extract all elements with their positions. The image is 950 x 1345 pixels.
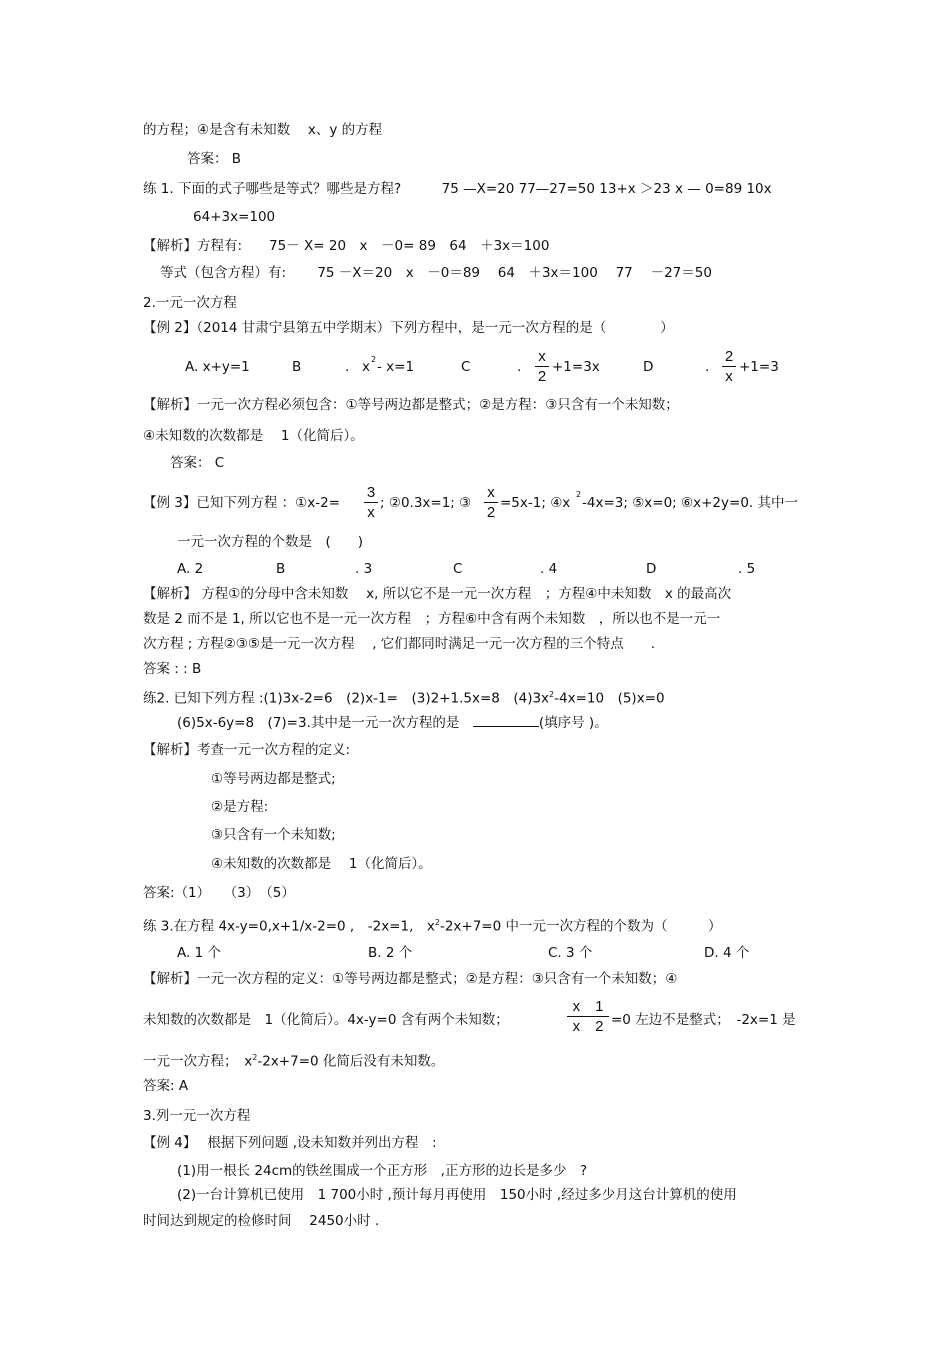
- text-line: -4x=3; ⑤x=0; ⑥x+2y=0. 其中一: [582, 495, 798, 511]
- text-line: (2)一台计算机已使用 1 700小时 ,预计每月再使用 150小时 ,经过多少月这台计算机的使用: [177, 1187, 737, 1203]
- denominator: x: [725, 368, 733, 385]
- answer-line: 答案： B: [187, 151, 242, 167]
- superscript: 2: [252, 1053, 258, 1062]
- option-b-dot: .: [345, 359, 350, 375]
- fraction: [722, 348, 736, 385]
- text-segment: (6)5x-6y=8 (7)=3.其中是一元一次方程的是: [177, 715, 473, 731]
- option-d-value: . 5: [738, 561, 756, 577]
- text-line: 未知数的次数都是 1（化简后）。4x-y=0 含有两个未知数；: [143, 1012, 509, 1028]
- superscript: 2: [371, 355, 377, 364]
- analysis-line: 【解析】方程有: 75－ X= 20 x －0= 89 64 ＋3x＝100: [143, 238, 550, 254]
- text-segment: (填序号 )。: [538, 715, 608, 731]
- superscript: 2: [434, 918, 440, 927]
- text-line: (1)用一根长 24cm的铁丝围成一个正方形 ,正方形的边长是多少 ?: [177, 1163, 588, 1179]
- exercise-2: [143, 686, 665, 708]
- text-line: 时间达到规定的检修时间 2450小时 .: [143, 1213, 380, 1229]
- text-segment: 练 3.在方程 4x-y=0,x+1/x-2=0 , -2x=1, x: [143, 918, 435, 935]
- option-b-value: . 3: [355, 561, 373, 577]
- option-d-rest: +1=3: [739, 359, 779, 375]
- text-segment: -2x+7=0 化简后没有未知数。: [257, 1053, 445, 1070]
- list-item: ③只含有一个未知数;: [211, 827, 336, 843]
- example-2: 【例 2】（2014 甘肃宁县第五中学期末）下列方程中，是一元一次方程的是（ ）: [143, 320, 674, 336]
- text-line: 次方程 ; 方程②③⑤是一元一次方程 , 它们都同时满足一元一次方程的三个特点 .: [143, 636, 656, 652]
- option-d-label: D: [646, 561, 657, 577]
- analysis-line: 【解析】 方程①的分母中含未知数 x, 所以它不是一元一次方程 ；方程④中未知数 x 的最高次: [143, 586, 732, 602]
- fraction: [535, 348, 549, 385]
- option-c-label: C: [453, 561, 463, 577]
- numerator: 2: [724, 348, 734, 365]
- text-line: =5x-1; ④x: [500, 495, 571, 511]
- text-segment: 一元一次方程； x: [143, 1053, 253, 1070]
- option-b: B. 2 个: [368, 945, 413, 961]
- denominator: x 2: [572, 1018, 604, 1035]
- text-line: 数是 2 而不是 1, 所以它也不是一元一次方程 ；方程⑥中含有两个未知数 ，所以也不是一元一: [143, 611, 721, 627]
- fraction: [567, 998, 609, 1035]
- text-line: 64+3x=100: [193, 209, 276, 225]
- option-c-value: . 4: [540, 561, 558, 577]
- list-item: ①等号两边都是整式;: [211, 771, 336, 787]
- text-line: 的方程；④是含有未知数 x、y 的方程: [143, 122, 383, 138]
- option-a: A. 1 个: [177, 945, 221, 961]
- text-line: =0 左边不是整式； -2x=1 是: [611, 1012, 796, 1028]
- fraction: [364, 484, 378, 521]
- option-c-dot: .: [517, 359, 522, 375]
- text-segment: 练2. 已知下列方程 :(1)3x-2=6 (2)x-1= (3)2+1.5x=8 (4)3x: [143, 690, 550, 707]
- option-b-rest: - x=1: [377, 359, 415, 375]
- section-heading: 3.列一元一次方程: [143, 1108, 251, 1124]
- example-3: 【例 3】已知下列方程 ：①x-2=: [143, 495, 341, 511]
- option-c-rest: +1=3x: [552, 359, 600, 375]
- analysis-line: 【解析】一元一次方程的定义：①等号两边都是整式；②是方程：③只含有一个未知数；④: [143, 971, 678, 987]
- text-segment: -4x=10 (5)x=0: [554, 690, 665, 707]
- numerator: x: [538, 348, 546, 365]
- section-heading: 2.一元一次方程: [143, 295, 237, 311]
- fraction: [484, 484, 498, 521]
- option-d: D. 4 个: [704, 945, 750, 961]
- answer-line: 答案: A: [143, 1078, 189, 1094]
- superscript: 2: [549, 690, 555, 699]
- text-line: ; ②0.3x=1; ③: [380, 495, 472, 511]
- option-d-label: D: [643, 359, 654, 375]
- option-d-dot: .: [705, 359, 710, 375]
- option-c: C. 3 个: [548, 945, 593, 961]
- denominator: 2: [486, 504, 496, 521]
- superscript: 2: [576, 490, 582, 499]
- exercise-1: 练 1. 下面的式子哪些是等式？哪些是方程? 75 —X=20 77—27=50 13+x ＞23 x — 0=89 10x: [143, 181, 772, 197]
- text-line: [143, 1049, 444, 1071]
- option-b-label: B: [292, 359, 302, 375]
- numerator: x 1: [572, 998, 604, 1015]
- numerator: x: [487, 484, 495, 501]
- answer-line: 答案 : : B: [143, 661, 202, 677]
- option-c-label: C: [461, 359, 471, 375]
- answer-line: 答案:（1） （3） （5）: [143, 885, 295, 901]
- list-item: ④未知数的次数都是 1（化简后）。: [211, 856, 432, 872]
- denominator: 2: [537, 368, 547, 385]
- answer-blank: [473, 714, 539, 727]
- text-line: 等式（包含方程）有: 75 －X＝20 x －0＝89 64 ＋3x＝100 77 －27＝50: [160, 265, 712, 281]
- option-a: A. 2: [177, 561, 204, 577]
- analysis-line: 【解析】考查一元一次方程的定义:: [143, 742, 351, 758]
- option-b-var: x: [362, 359, 370, 375]
- exercise-3: [143, 914, 722, 936]
- text-line: ④未知数的次数都是 1（化简后）。: [143, 428, 364, 444]
- denominator: x: [367, 504, 375, 521]
- option-b-label: B: [276, 561, 286, 577]
- answer-line: 答案： C: [170, 455, 225, 471]
- text-line: 一元一次方程的个数是 ( ): [177, 534, 364, 550]
- example-4: 【例 4】 根据下列问题 ,设未知数并列出方程 :: [143, 1135, 437, 1151]
- text-segment: -2x+7=0 中一元一次方程的个数为（ ）: [439, 918, 722, 935]
- list-item: ②是方程:: [211, 799, 269, 815]
- text-line: [177, 714, 608, 732]
- option-a: A. x+y=1: [185, 359, 250, 375]
- numerator: 3: [366, 484, 376, 501]
- analysis-line: 【解析】一元一次方程必须包含：①等号两边都是整式；②是方程：③只含有一个未知数；: [143, 397, 679, 413]
